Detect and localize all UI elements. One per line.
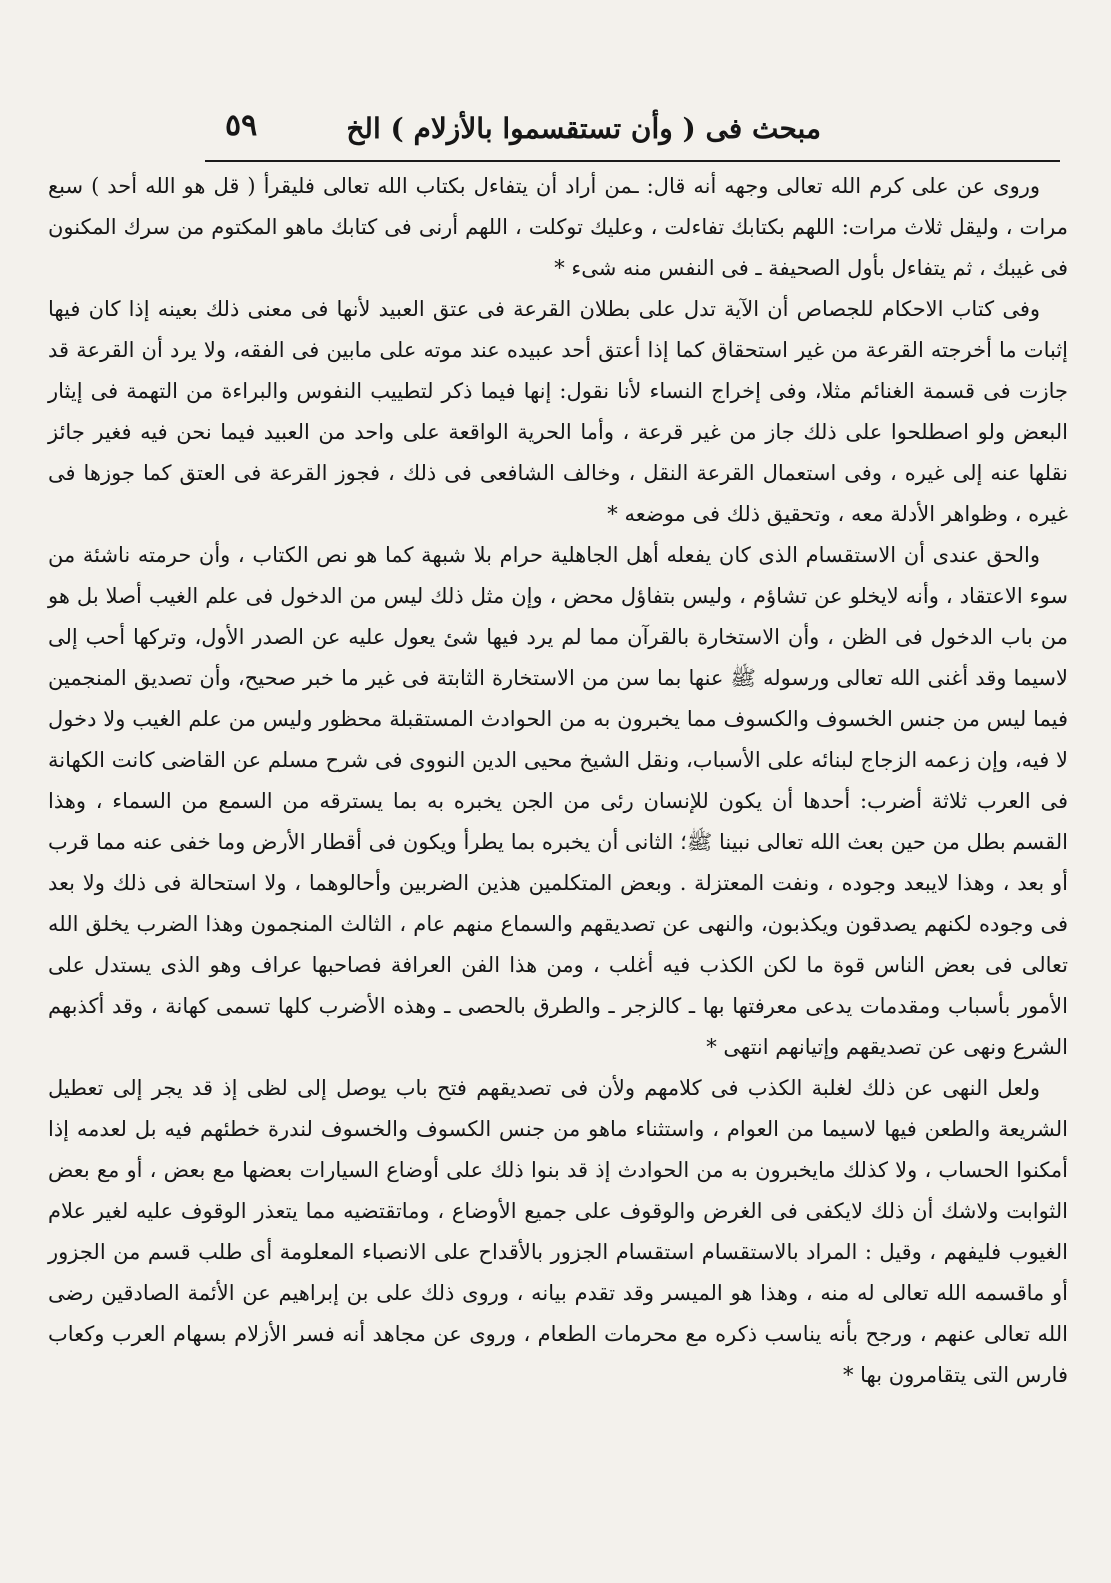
header-rule <box>205 160 1060 162</box>
running-header <box>205 108 1061 158</box>
paragraph: والحق عندى أن الاستقسام الذى كان يفعله أهل الجاهلية حرام بلا شبهة كما هو نص الكتاب ، وأن حرمته ناشئة من سوء الاعتقاد ، وأنه لايخلو عن تشاؤم ، وليس بتفاؤل محض ، وإن مثل ذلك ليس من الدخول فى علم الغيب أصلا بل هو من باب الدخول فى الظن ، وأن الاستخارة بالقرآن مما لم يرد فيها شئ يعول عليه عن الصدر الأول، وتركها أحب إلى لاسيما وقد أغنى الله تعالى ورسوله ﷺ عنها بما سن من الاستخارة الثابتة فى غير ما خبر صحيح، وأن تصديق المنجمين فيما ليس من جنس الخسوف والكسوف مما يخبرون به من الحوادث المستقبلة محظور وليس من علم الغيب ولا دخول لا فيه، وإن زعمه الزجاج لبنائه على الأسباب، ونقل الشيخ محيى الدين النووى فى شرح مسلم عن القاضى كانت الكهانة فى العرب ثلاثة أضرب: أحدها أن يكون للإنسان رئى من الجن يخبره به بما يسترقه من السمع من السماء ، وهذا القسم بطل من حين بعث الله تعالى نبينا ﷺ؛ الثانى أن يخبره بما يطرأ ويكون فى أقطار الأرض وما خفى عنه مما قرب أو بعد ، وهذا لايبعد وجوده ، ونفت المعتزلة . وبعض المتكلمين هذين الضربين وأحالوهما ، ولا استحالة فى ذلك ولا بعد فى وجوده لكنهم يصدقون ويكذبون، والنهى عن تصديقهم والسماع منهم عام ، الثالث المنجمون وهذا الضرب يخلق الله تعالى فى بعض الناس قوة ما لكن الكذب فيه أغلب ، ومن هذا الفن العرافة فصاحبها عراف وهو الذى يستدل على الأمور بأسباب ومقدمات يدعى معرفتها بها ـ كالزجر ـ والطرق بالحصى ـ وهذه الأضرب كلها تسمى كهانة ، وقد أكذبهم الشرع ونهى عن تصديقهم وإتيانهم انتهى * <box>48 543 1068 1059</box>
paragraph: ولعل النهى عن ذلك لغلبة الكذب فى كلامهم ولأن فى تصديقهم فتح باب يوصل إلى لظى إذ قد يجر إلى تعطيل الشريعة والطعن فيها لاسيما من العوام ، واستثناء ماهو من جنس الكسوف والخسوف لندرة خطئهم فيه بل لعدمه إذا أمكنوا الحساب ، ولا كذلك مايخبرون به من الحوادث إذ قد بنوا ذلك على أوضاع السيارات بعضها مع بعض ، أو مع بعض الثوابت ولاشك أن ذلك لايكفى فى الغرض والوقوف على جميع الأوضاع ، وماتقتضيه مما يتعذر الوقوف عليه لغير علام الغيوب فليفهم ، وقيل : المراد بالاستقسام استقسام الجزور بالأقداح على الانصباء المعلومة أى طلب قسم من الجزور أو ماقسمه الله تعالى له منه ، وهذا هو الميسر وقد تقدم بيانه ، وروى ذلك على بن إبراهيم عن الأئمة الصادقين رضى الله تعالى عنهم ، ورجح بأنه يناسب ذكره مع محرمات الطعام ، وروى عن مجاهد أنه فسر الأزلام بسهام العرب وكعاب فارس التى يتقامرون بها * <box>48 1076 1068 1387</box>
page-number: ٥٩ <box>225 108 258 143</box>
running-title: مبحث فى ( وأن تستقسموا بالأزلام ) الخ <box>346 112 821 145</box>
paragraph: وروى عن على كرم الله تعالى وجهه أنه قال: ـمن أراد أن يتفاءل بكتاب الله تعالى فليقرأ ( قل هو الله أحد ) سبع مرات ، وليقل ثلاث مرات: اللهم بكتابك تفاءلت ، وعليك توكلت ، اللهم أرنى فى كتابك ماهو المكتوم من سرك المكنون فى غيبك ، ثم يتفاءل بأول الصحيفة ـ فى النفس منه شىء * <box>48 174 1068 280</box>
paragraph: وفى كتاب الاحكام للجصاص أن الآية تدل على بطلان القرعة فى عتق العبيد لأنها فى معنى ذلك بعينه إذا كان فيها إثبات ما أخرجته القرعة من غير استحقاق كما إذا أعتق أحد عبيده عند موته على مابين فى الفقه، ولا يرد أن القرعة قد جازت فى قسمة الغنائم مثلا، وفى إخراج النساء لأنا نقول: إنها فيما ذكر لتطييب النفوس والبراءة من التهمة فى إيثار البعض ولو اصطلحوا على ذلك جاز من غير قرعة ، وأما الحرية الواقعة على واحد من العبيد فيما نحن فيه فغير جائز نقلها عنه إلى غيره ، وفى استعمال القرعة النقل ، وخالف الشافعى فى ذلك ، فجوز القرعة فى العتق كما جوزها فى غيره ، وظواهر الأدلة معه ، وتحقيق ذلك فى موضعه * <box>48 297 1068 526</box>
page-body <box>48 166 1068 1396</box>
